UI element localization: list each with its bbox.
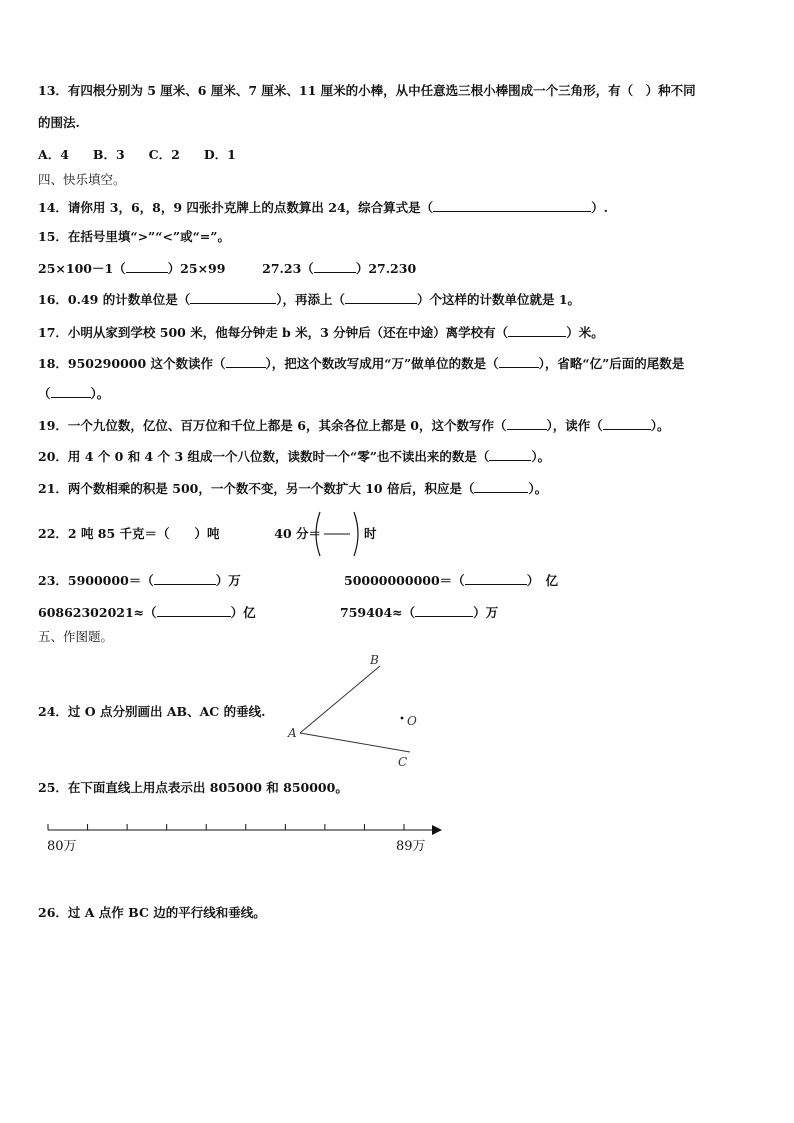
q23-blank-4[interactable]: [415, 604, 473, 617]
q23-r2-text-a: 60862302021≈（: [38, 605, 157, 620]
q23-r2-text-b: ）亿: [230, 605, 256, 620]
q13-line2: 的围法.: [38, 115, 80, 130]
q18-blank-2[interactable]: [499, 355, 539, 368]
q17-text-b: ）米。: [566, 325, 604, 340]
q20-blank[interactable]: [489, 448, 531, 461]
q23-r1-text-c: 50000000000＝（: [344, 573, 465, 588]
q17-text-a: 17．小明从家到学校 500 米，他每分钟走 b 米，3 分钟后（还在中途）离学校有（: [38, 325, 509, 340]
q24-ray-ab: [300, 666, 380, 733]
q13-option-d[interactable]: D．1: [203, 147, 236, 162]
q14-text: 14．请你用 3，6，8，9 四张扑克牌上的点数算出 24，综合算式是（: [38, 200, 434, 215]
q22-fraction-blank[interactable]: [310, 510, 364, 558]
q21: [38, 480, 547, 497]
q23-row1-right: [344, 572, 558, 589]
q19-blank-1[interactable]: [507, 417, 547, 430]
q16-text-a: 16．0.49 的计数单位是（: [38, 292, 191, 307]
q14: [38, 199, 608, 216]
q16-text-b: ），再添上（: [276, 292, 345, 307]
q15-expr1-left: 25×100－1（: [38, 261, 126, 276]
q23-row2-right: [340, 604, 498, 621]
q13-options: [38, 147, 236, 163]
q25-end-label: 89万: [396, 839, 426, 854]
q19-text-c: ）。: [650, 418, 670, 433]
q19: [38, 417, 670, 434]
q23-r2-text-c: 759404≈（: [340, 605, 416, 620]
q14-answer-blank[interactable]: [433, 199, 591, 212]
q23-r2-text-d: ）万: [473, 605, 499, 620]
q18-text-c: ），省略“亿”后面的尾数是: [538, 356, 685, 371]
q15-expr1-right: ）25×99: [167, 261, 226, 276]
q21-text-b: ）。: [528, 481, 548, 496]
q16: [38, 291, 580, 308]
q24-label-b: B: [370, 653, 379, 667]
q23-blank-1[interactable]: [154, 572, 216, 585]
q24-point-o: [401, 717, 404, 720]
q22: [38, 526, 321, 542]
q17: [38, 324, 604, 341]
q23-r1-text-d: ） 亿: [526, 573, 558, 588]
q24-label-a: A: [288, 726, 297, 740]
q16-blank-2[interactable]: [345, 291, 417, 304]
q19-blank-2[interactable]: [603, 417, 651, 430]
q24-angle-figure: [280, 648, 430, 772]
q18-text-e: ）。: [90, 386, 110, 401]
q24-label-c: C: [398, 755, 408, 769]
q24-ray-ac: [300, 733, 410, 752]
q23-row2-left: [38, 604, 256, 621]
q18-blank-1[interactable]: [226, 355, 266, 368]
q18-text-b: ），把这个数改写成用“万”做单位的数是（: [265, 356, 499, 371]
q18-text-a: 18．950290000 这个数读作（: [38, 356, 226, 371]
q18-line2: [38, 385, 109, 402]
section-4-heading: 四、快乐填空。: [38, 172, 126, 187]
q16-blank-1[interactable]: [190, 291, 276, 304]
q13-option-c[interactable]: C．2: [148, 147, 180, 162]
q18-blank-3[interactable]: [51, 385, 91, 398]
q15-expr2-right: ）27.230: [355, 261, 417, 276]
q25-number-line[interactable]: [40, 818, 450, 842]
q20-text-a: 20．用 4 个 0 和 4 个 3 组成一个八位数，读数时一个“零”也不读出来的数是（: [38, 449, 490, 464]
q23-r1-text-b: ）万: [215, 573, 241, 588]
q15-expr2-left: 27.23（: [262, 261, 314, 276]
q18-line1: [38, 355, 684, 372]
q14-end: ）.: [591, 200, 608, 215]
q19-text-a: 19．一个九位数，亿位、百万位和千位上都是 6，其余各位上都是 0，这个数写作（: [38, 418, 507, 433]
q24-text: 24．过 O 点分别画出 AB、AC 的垂线.: [38, 704, 266, 719]
q19-text-b: ），读作（: [546, 418, 603, 433]
q15-exprs: [38, 260, 416, 277]
q16-text-c: ）个这样的计数单位就是 1。: [416, 292, 581, 307]
q18-text-d: （: [38, 386, 51, 401]
q22-text-a: 22．2 吨 85 千克＝（ ）吨: [38, 526, 220, 541]
q23-r1-text-a: 23．5900000＝（: [38, 573, 154, 588]
q24-label-o: O: [407, 714, 417, 728]
q13-option-a[interactable]: A．4: [38, 147, 69, 162]
q21-blank[interactable]: [474, 480, 528, 493]
q23-row1-left: [38, 572, 241, 589]
q17-blank[interactable]: [508, 324, 566, 337]
q20: [38, 448, 550, 465]
q25-arrowhead: [432, 825, 442, 835]
q22-unit-hour: 时: [364, 526, 377, 541]
q21-text-a: 21．两个数相乘的积是 500，一个数不变，另一个数扩大 10 倍后，积应是（: [38, 481, 475, 496]
q20-text-b: ）。: [531, 449, 551, 464]
q25-text: 25．在下面直线上用点表示出 805000 和 850000。: [38, 780, 348, 795]
section-5-heading: 五、作图题。: [38, 629, 114, 644]
q15-blank-1[interactable]: [126, 260, 168, 273]
q13-option-b[interactable]: B．3: [92, 147, 125, 162]
q26-text: 26．过 A 点作 BC 边的平行线和垂线。: [38, 905, 266, 920]
q22-text-b: 40 分＝: [274, 526, 322, 541]
q15-text: 15．在括号里填“>”“<”或“=”。: [38, 229, 230, 244]
q13-line1: 13．有四根分别为 5 厘米、6 厘米、7 厘米、11 厘米的小棒，从中任意选三根小棒围成一个三角形，有（ ）种不同: [38, 83, 696, 98]
q23-blank-3[interactable]: [157, 604, 231, 617]
q23-blank-2[interactable]: [465, 572, 527, 585]
q25-start-label: 80万: [47, 839, 77, 854]
q15-blank-2[interactable]: [314, 260, 356, 273]
